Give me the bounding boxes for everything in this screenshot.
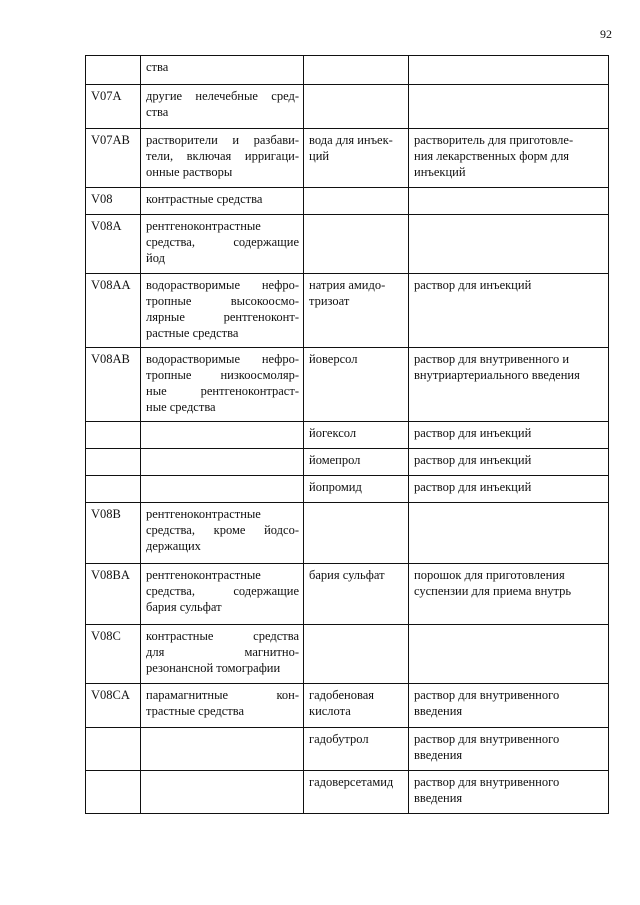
dosage-form-cell	[409, 771, 609, 814]
atc-code-cell: V08CA	[86, 684, 141, 728]
dosage-form-cell	[409, 188, 609, 215]
cell-line: средства, кроме йодсо-	[146, 523, 299, 537]
substance-cell	[304, 625, 409, 684]
cell-line: йод	[146, 251, 165, 265]
table-row	[86, 56, 609, 85]
substance-cell	[304, 129, 409, 188]
table-row	[86, 215, 609, 274]
cell-line: раствор для внутривенного	[414, 688, 560, 702]
dosage-form-cell	[409, 85, 609, 129]
table-row	[86, 274, 609, 348]
cell-line: рентгеноконтрастные	[146, 568, 261, 582]
dosage-form-cell	[409, 449, 609, 476]
table-row	[86, 449, 609, 476]
table-row	[86, 188, 609, 215]
cell-line: ства	[146, 105, 169, 119]
cell-line: раствор для внутривенного	[414, 732, 560, 746]
cell-line: введения	[414, 704, 463, 718]
dosage-form-cell	[409, 274, 609, 348]
cell-line: раствор для инъекций	[414, 278, 532, 292]
cell-line: ные средства	[146, 400, 216, 414]
atc-code-cell	[86, 422, 141, 449]
table-row	[86, 422, 609, 449]
cell-line: растворители и разбави-	[146, 133, 299, 147]
anatomical-group-cell	[141, 476, 304, 503]
cell-line: средства, содержащие	[146, 584, 299, 598]
anatomical-group-cell	[141, 449, 304, 476]
dosage-form-cell	[409, 476, 609, 503]
cell-line: инъекций	[414, 165, 466, 179]
cell-line: парамагнитные кон-	[146, 688, 299, 702]
dosage-form-cell	[409, 215, 609, 274]
table-row	[86, 728, 609, 771]
cell-line: контрастные средства	[146, 629, 299, 643]
cell-line: растные средства	[146, 326, 239, 340]
cell-line: йопромид	[309, 480, 362, 494]
cell-line: раствор для инъекций	[414, 480, 532, 494]
cell-line: растворитель для приготовле-	[414, 133, 574, 147]
table-row	[86, 129, 609, 188]
atc-code-cell: V08BA	[86, 564, 141, 625]
anatomical-group-cell	[141, 503, 304, 564]
cell-line: натрия амидо-	[309, 278, 386, 292]
cell-line: трастные средства	[146, 704, 245, 718]
cell-line: внутриартериального введения	[414, 368, 580, 382]
table-row	[86, 771, 609, 814]
dosage-form-cell	[409, 564, 609, 625]
cell-line: раствор для внутривенного	[414, 775, 560, 789]
table-row	[86, 564, 609, 625]
atc-code-cell: V07A	[86, 85, 141, 129]
substance-cell	[304, 503, 409, 564]
substance-cell	[304, 684, 409, 728]
atc-code-cell	[86, 476, 141, 503]
anatomical-group-cell	[141, 215, 304, 274]
atc-drug-table	[85, 55, 609, 814]
cell-line: раствор для инъекций	[414, 453, 532, 467]
cell-line: йоверсол	[309, 352, 358, 366]
cell-line: гадобеновая	[309, 688, 375, 702]
substance-cell	[304, 348, 409, 422]
cell-line: введения	[414, 748, 463, 762]
substance-cell	[304, 274, 409, 348]
cell-line: ния лекарственных форм для	[414, 149, 570, 163]
cell-line: бария сульфат	[146, 600, 222, 614]
table-row	[86, 684, 609, 728]
cell-line: введения	[414, 791, 463, 805]
substance-cell	[304, 476, 409, 503]
cell-line: рентгеноконтрастные	[146, 219, 261, 233]
dosage-form-cell	[409, 348, 609, 422]
dosage-form-cell	[409, 503, 609, 564]
atc-code-cell	[86, 728, 141, 771]
cell-line: ций	[309, 149, 330, 163]
anatomical-group-cell	[141, 728, 304, 771]
cell-line: резонансной томографии	[146, 661, 281, 675]
cell-line: для магнитно-	[146, 645, 299, 659]
substance-cell	[304, 215, 409, 274]
cell-line: раствор для инъекций	[414, 426, 532, 440]
dosage-form-cell	[409, 129, 609, 188]
atc-code-cell	[86, 56, 141, 85]
dosage-form-cell	[409, 56, 609, 85]
anatomical-group-cell	[141, 771, 304, 814]
dosage-form-cell	[409, 422, 609, 449]
cell-line: ства	[146, 60, 169, 74]
anatomical-group-cell	[141, 422, 304, 449]
cell-line: йомепрол	[309, 453, 361, 467]
anatomical-group-cell	[141, 129, 304, 188]
dosage-form-cell	[409, 684, 609, 728]
cell-line: контрастные средства	[146, 192, 263, 206]
cell-line: тропные низкоосмоляр-	[146, 368, 299, 382]
substance-cell	[304, 728, 409, 771]
anatomical-group-cell	[141, 348, 304, 422]
substance-cell	[304, 56, 409, 85]
anatomical-group-cell	[141, 85, 304, 129]
dosage-form-cell	[409, 625, 609, 684]
cell-line: тели, включая ирригаци-	[146, 149, 299, 163]
cell-line: гадоверсетамид	[309, 775, 394, 789]
cell-line: йогексол	[309, 426, 357, 440]
anatomical-group-cell	[141, 188, 304, 215]
anatomical-group-cell	[141, 684, 304, 728]
cell-line: водорастворимые нефро-	[146, 278, 299, 292]
page-number: 92	[600, 27, 612, 41]
table-row	[86, 85, 609, 129]
atc-code-cell: V08AA	[86, 274, 141, 348]
cell-line: рентгеноконтрастные	[146, 507, 261, 521]
cell-line: водорастворимые нефро-	[146, 352, 299, 366]
cell-line: порошок для приготовления	[414, 568, 565, 582]
cell-line: вода для инъек-	[309, 133, 393, 147]
substance-cell	[304, 564, 409, 625]
substance-cell	[304, 188, 409, 215]
cell-line: другие нелечебные сред-	[146, 89, 299, 103]
atc-code-cell: V08A	[86, 215, 141, 274]
cell-line: лярные рентгеноконт-	[146, 310, 299, 324]
anatomical-group-cell	[141, 56, 304, 85]
substance-cell	[304, 85, 409, 129]
cell-line: гадобутрол	[309, 732, 369, 746]
substance-cell	[304, 422, 409, 449]
cell-line: раствор для внутривенного и	[414, 352, 570, 366]
cell-line: тризоат	[309, 294, 350, 308]
anatomical-group-cell	[141, 274, 304, 348]
table-row	[86, 625, 609, 684]
anatomical-group-cell	[141, 625, 304, 684]
substance-cell	[304, 449, 409, 476]
atc-code-cell: V08B	[86, 503, 141, 564]
cell-line: держащих	[146, 539, 201, 553]
atc-code-cell	[86, 449, 141, 476]
table-row	[86, 348, 609, 422]
cell-line: кислота	[309, 704, 351, 718]
substance-cell	[304, 771, 409, 814]
cell-line: тропные высокоосмо-	[146, 294, 299, 308]
dosage-form-cell	[409, 728, 609, 771]
cell-line: бария сульфат	[309, 568, 385, 582]
atc-code-cell: V08	[86, 188, 141, 215]
atc-code-cell	[86, 771, 141, 814]
cell-line: онные растворы	[146, 165, 233, 179]
atc-code-cell: V08C	[86, 625, 141, 684]
table-row	[86, 476, 609, 503]
atc-code-cell: V07AB	[86, 129, 141, 188]
table-body	[86, 56, 609, 814]
atc-code-cell: V08AB	[86, 348, 141, 422]
cell-line: суспензии для приема внутрь	[414, 584, 572, 598]
anatomical-group-cell	[141, 564, 304, 625]
table-row	[86, 503, 609, 564]
cell-line: средства, содержащие	[146, 235, 299, 249]
cell-line: ные рентгеноконтраст-	[146, 384, 299, 398]
